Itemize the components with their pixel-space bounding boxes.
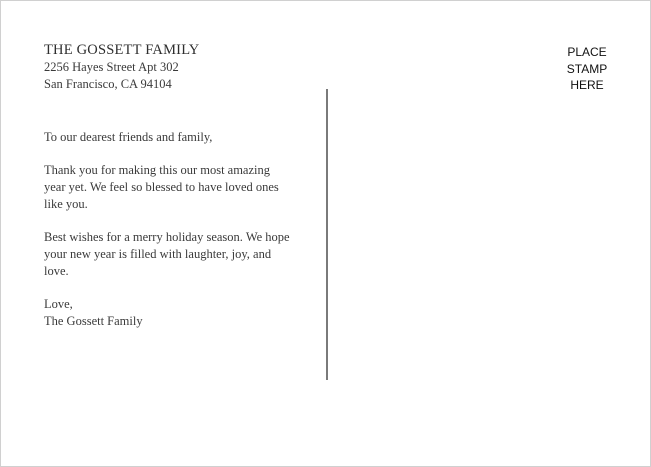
message-body <box>44 129 294 330</box>
center-divider <box>326 89 328 380</box>
message-paragraph-2: Best wishes for a merry holiday season. We hope your new year is filled with laughter, joy, and love. <box>44 230 290 278</box>
sender-name: THE GOSSETT FAMILY <box>44 42 200 58</box>
sender-city-state-zip: San Francisco, CA 94104 <box>44 77 172 91</box>
stamp-placeholder <box>549 44 625 94</box>
message-closing: Love, <box>44 297 73 311</box>
sender-street: 2256 Hayes Street Apt 302 <box>44 60 179 74</box>
stamp-line-place: PLACE <box>567 45 607 59</box>
message-paragraph-1: Thank you for making this our most amazing year yet. We feel so blessed to have loved ones like you. <box>44 163 279 211</box>
stamp-line-here: HERE <box>570 78 604 92</box>
stamp-line-stamp: STAMP <box>566 61 608 76</box>
return-address <box>44 41 199 93</box>
message-greeting: To our dearest friends and family, <box>44 130 213 144</box>
message-signature: The Gossett Family <box>44 314 143 328</box>
